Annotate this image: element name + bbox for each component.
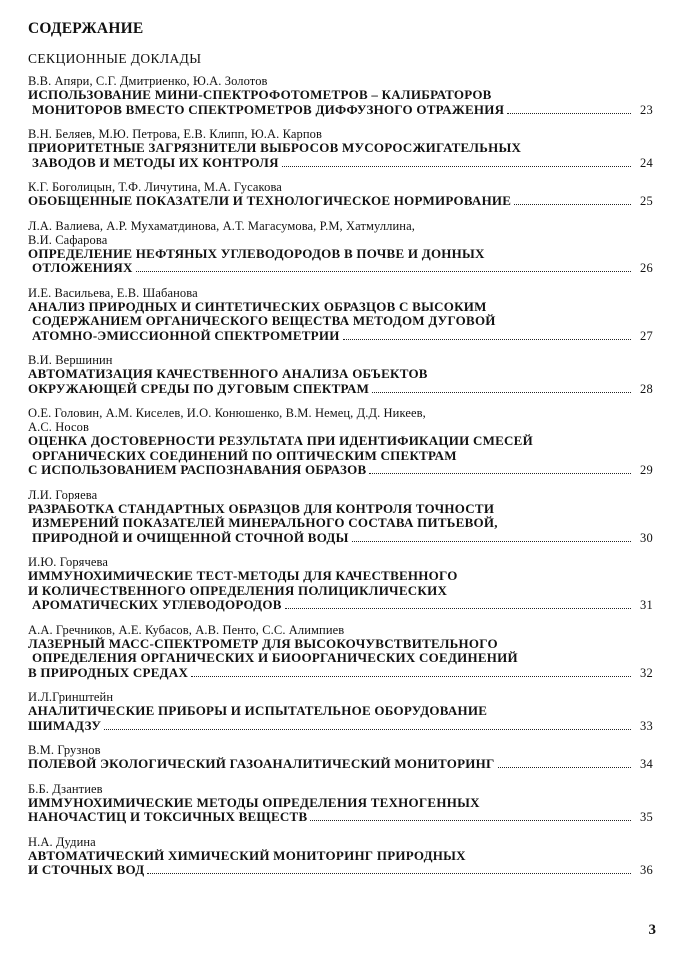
- title-line: ОТЛОЖЕНИЯХ: [32, 260, 133, 275]
- toc-entry-page[interactable]: 27: [640, 328, 653, 343]
- toc-entry[interactable]: [28, 835, 653, 878]
- title-line: С ИСПОЛЬЗОВАНИЕМ РАСПОЗНАВАНИЯ ОБРАЗОВ: [28, 462, 367, 477]
- toc-entry-page[interactable]: 33: [640, 718, 653, 733]
- toc-entry-authors: [28, 286, 653, 300]
- toc-entry-title: [28, 194, 653, 209]
- toc-entry-title: [28, 88, 653, 117]
- toc-entry[interactable]: [28, 555, 653, 613]
- dot-leader: [507, 113, 631, 114]
- title-line: АНАЛИТИЧЕСКИЕ ПРИБОРЫ И ИСПЫТАТЕЛЬНОЕ ОБОРУДОВАНИЕ: [28, 703, 488, 718]
- title-line: ИММУНОХИМИЧЕСКИЕ МЕТОДЫ ОПРЕДЕЛЕНИЯ ТЕХНОГЕННЫХ: [28, 794, 480, 810]
- title-line: АВТОМАТИЗАЦИЯ КАЧЕСТВЕННОГО АНАЛИЗА ОБЪЕКТОВ: [28, 366, 428, 381]
- title-line: МОНИТОРОВ ВМЕСТО СПЕКТРОМЕТРОВ ДИФФУЗНОГО ОТРАЖЕНИЯ: [32, 101, 505, 117]
- title-line: ОПРЕДЕЛЕНИЕ НЕФТЯНЫХ УГЛЕВОДОРОДОВ В ПОЧВЕ И ДОННЫХ: [28, 245, 485, 261]
- title-last-line: [28, 531, 653, 546]
- toc-entry-page[interactable]: 28: [640, 381, 653, 396]
- toc-entry[interactable]: [28, 286, 653, 344]
- title-line: И СТОЧНЫХ ВОД: [28, 862, 145, 877]
- title-last-line: [28, 863, 653, 878]
- title-line: ОПРЕДЕЛЕНИЯ ОРГАНИЧЕСКИХ И БИООРГАНИЧЕСКИХ СОЕДИНЕНИЙ: [32, 650, 518, 665]
- dot-leader: [372, 392, 631, 393]
- title-last-line: [28, 810, 653, 825]
- toc-entry-title: [28, 141, 653, 170]
- title-line: ОКРУЖАЮЩЕЙ СРЕДЫ ПО ДУГОВЫМ СПЕКТРАМ: [28, 380, 370, 396]
- toc-entry-authors: [28, 623, 653, 637]
- title-line: В ПРИРОДНЫХ СРЕДАХ: [28, 664, 189, 680]
- toc-entry[interactable]: [28, 219, 653, 276]
- author-line: Л.И. Горяева: [28, 487, 98, 502]
- author-line: В.И. Вершинин: [28, 353, 113, 367]
- toc-entry-title: [28, 247, 653, 276]
- dot-leader: [282, 166, 631, 167]
- toc-entry-authors: [28, 406, 653, 434]
- toc-entry[interactable]: [28, 623, 653, 681]
- toc-entry-page[interactable]: 31: [640, 598, 653, 612]
- title-last-line: [28, 382, 653, 397]
- toc-entry-page[interactable]: 23: [640, 102, 653, 117]
- toc-entry[interactable]: [28, 74, 653, 117]
- title-line: ИЗМЕРЕНИЙ ПОКАЗАТЕЛЕЙ МИНЕРАЛЬНОГО СОСТАВА ПИТЬЕВОЙ,: [32, 515, 498, 530]
- title-line: АВТОМАТИЧЕСКИЙ ХИМИЧЕСКИЙ МОНИТОРИНГ ПРИРОДНЫХ: [28, 847, 466, 863]
- title-line: ОРГАНИЧЕСКИХ СОЕДИНЕНИЙ ПО ОПТИЧЕСКИМ СПЕКТРАМ: [32, 447, 457, 463]
- toc-entry-authors: [28, 555, 653, 569]
- toc-entry-authors: [28, 74, 653, 88]
- title-line: АТОМНО-ЭМИССИОННОЙ СПЕКТРОМЕТРИИ: [32, 327, 340, 343]
- title-line: ИСПОЛЬЗОВАНИЕ МИНИ-СПЕКТРОФОТОМЕТРОВ – КАЛИБРАТОРОВ: [28, 87, 492, 102]
- toc-heading: СОДЕРЖАНИЕ: [28, 20, 144, 37]
- title-line: ПРИРОДНОЙ И ОЧИЩЕННОЙ СТОЧНОЙ ВОДЫ: [32, 529, 349, 545]
- toc-entry[interactable]: [28, 180, 653, 209]
- toc-entry-title: [28, 569, 653, 613]
- toc-entry-page[interactable]: 25: [640, 194, 653, 208]
- dot-leader: [352, 541, 631, 542]
- author-line: Б.Б. Дзантиев: [28, 781, 103, 796]
- author-line: В.М. Грузнов: [28, 743, 101, 757]
- dot-leader: [369, 473, 631, 474]
- dot-leader: [147, 873, 631, 874]
- dot-leader: [104, 729, 631, 730]
- toc-entry-authors: [28, 353, 653, 367]
- toc-entry-page[interactable]: 34: [640, 757, 653, 771]
- toc-entry-title: [28, 502, 653, 546]
- toc-entry-authors: [28, 127, 653, 141]
- toc-entry-authors: [28, 690, 653, 704]
- title-line: И КОЛИЧЕСТВЕННОГО ОПРЕДЕЛЕНИЯ ПОЛИЦИКЛИЧЕСКИХ: [28, 582, 448, 598]
- title-last-line: [28, 598, 653, 613]
- toc-entry[interactable]: [28, 127, 653, 170]
- author-line: Л.А. Валиева, А.Р. Мухаматдинова, А.Т. Магасумова, Р.М, Хатмуллина,: [28, 218, 415, 233]
- toc-entry[interactable]: [28, 782, 653, 825]
- title-line: РАЗРАБОТКА СТАНДАРТНЫХ ОБРАЗЦОВ ДЛЯ КОНТРОЛЯ ТОЧНОСТИ: [28, 500, 495, 516]
- dot-leader: [343, 339, 631, 340]
- dot-leader: [191, 676, 631, 677]
- toc-entry[interactable]: [28, 743, 653, 772]
- title-last-line: [28, 194, 653, 209]
- title-line: ПРИОРИТЕТНЫЕ ЗАГРЯЗНИТЕЛИ ВЫБРОСОВ МУСОРОСЖИГАТЕЛЬНЫХ: [28, 140, 522, 155]
- dot-leader: [285, 608, 631, 609]
- title-last-line: [28, 757, 653, 772]
- title-last-line: [28, 103, 653, 118]
- toc-entry-authors: [28, 180, 653, 194]
- dot-leader: [310, 820, 631, 821]
- toc-entry-page[interactable]: 26: [640, 261, 653, 275]
- author-line: В.В. Апяри, С.Г. Дмитриенко, Ю.А. Золотов: [28, 74, 268, 88]
- title-last-line: [28, 329, 653, 344]
- toc-entry-title: [28, 849, 653, 878]
- title-line: ЛАЗЕРНЫЙ МАСС-СПЕКТРОМЕТР ДЛЯ ВЫСОКОЧУВСТВИТЕЛЬНОГО: [28, 635, 498, 651]
- toc-entry-title: [28, 300, 653, 344]
- toc-entry-authors: [28, 743, 653, 757]
- title-line: ПОЛЕВОЙ ЭКОЛОГИЧЕСКИЙ ГАЗОАНАЛИТИЧЕСКИЙ МОНИТОРИНГ: [28, 756, 495, 771]
- toc-entry-page[interactable]: 32: [640, 665, 653, 680]
- title-line: АНАЛИЗ ПРИРОДНЫХ И СИНТЕТИЧЕСКИХ ОБРАЗЦОВ С ВЫСОКИМ: [28, 298, 487, 314]
- author-line: К.Г. Боголицын, Т.Ф. Личутина, М.А. Гусакова: [28, 180, 282, 194]
- title-line: ЗАВОДОВ И МЕТОДЫ ИХ КОНТРОЛЯ: [32, 154, 279, 170]
- dot-leader: [514, 204, 631, 205]
- toc-entry-title: [28, 434, 653, 478]
- author-line: А.А. Гречников, А.Е. Кубасов, А.В. Пенто, С.С. Алимпиев: [28, 622, 345, 637]
- toc-entry-page[interactable]: 24: [640, 155, 653, 170]
- title-line: ОЦЕНКА ДОСТОВЕРНОСТИ РЕЗУЛЬТАТА ПРИ ИДЕНТИФИКАЦИИ СМЕСЕЙ: [28, 433, 533, 448]
- toc-entries: [28, 74, 653, 888]
- toc-entry-authors: [28, 219, 653, 247]
- dot-leader: [498, 767, 631, 768]
- toc-entry-title: [28, 796, 653, 825]
- author-line: И.Е. Васильева, Е.В. Шабанова: [28, 285, 198, 300]
- toc-entry-title: [28, 757, 653, 772]
- toc-entry-page[interactable]: 30: [640, 530, 653, 545]
- toc-entry[interactable]: [28, 488, 653, 546]
- toc-entry-authors: [28, 835, 653, 849]
- title-last-line: [28, 156, 653, 171]
- author-line: И.Л.Гринштейн: [28, 690, 114, 704]
- toc-entry-page[interactable]: 29: [640, 463, 653, 477]
- toc-entry[interactable]: [28, 690, 653, 733]
- author-line: В.И. Сафарова: [28, 232, 108, 247]
- section-title: СЕКЦИОННЫЕ ДОКЛАДЫ: [28, 51, 202, 66]
- toc-entry-title: [28, 704, 653, 733]
- title-last-line: [28, 261, 653, 276]
- title-last-line: [28, 719, 653, 734]
- author-line: А.С. Носов: [28, 420, 90, 434]
- dot-leader: [136, 271, 631, 272]
- toc-entry-title: [28, 367, 653, 396]
- author-line: О.Е. Головин, А.М. Киселев, И.О. Конюшенко, В.М. Немец, Д.Д. Никеев,: [28, 406, 426, 420]
- toc-entry-authors: [28, 488, 653, 502]
- title-line: СОДЕРЖАНИЕМ ОРГАНИЧЕСКОГО ВЕЩЕСТВА МЕТОДОМ ДУГОВОЙ: [32, 313, 496, 328]
- toc-entry[interactable]: [28, 406, 653, 478]
- title-line: ОБОБЩЕННЫЕ ПОКАЗАТЕЛИ И ТЕХНОЛОГИЧЕСКОЕ НОРМИРОВАНИЕ: [28, 193, 512, 208]
- toc-entry-page[interactable]: 36: [640, 863, 653, 877]
- page-number: 3: [648, 922, 656, 938]
- title-line: АРОМАТИЧЕСКИХ УГЛЕВОДОРОДОВ: [32, 597, 282, 612]
- title-last-line: [28, 666, 653, 681]
- title-line: ИММУНОХИМИЧЕСКИЕ ТЕСТ-МЕТОДЫ ДЛЯ КАЧЕСТВЕННОГО: [28, 568, 458, 583]
- toc-entry-title: [28, 637, 653, 681]
- author-line: Н.А. Дудина: [28, 834, 96, 849]
- title-line: ШИМАДЗУ: [28, 717, 102, 733]
- author-line: В.Н. Беляев, М.Ю. Петрова, Е.В. Клипп, Ю.А. Карпов: [28, 127, 323, 141]
- toc-entry-page[interactable]: 35: [640, 810, 653, 824]
- author-line: И.Ю. Горячева: [28, 555, 109, 569]
- title-line: НАНОЧАСТИЦ И ТОКСИЧНЫХ ВЕЩЕСТВ: [28, 809, 308, 824]
- title-last-line: [28, 463, 653, 478]
- toc-entry[interactable]: [28, 353, 653, 396]
- toc-entry-authors: [28, 782, 653, 796]
